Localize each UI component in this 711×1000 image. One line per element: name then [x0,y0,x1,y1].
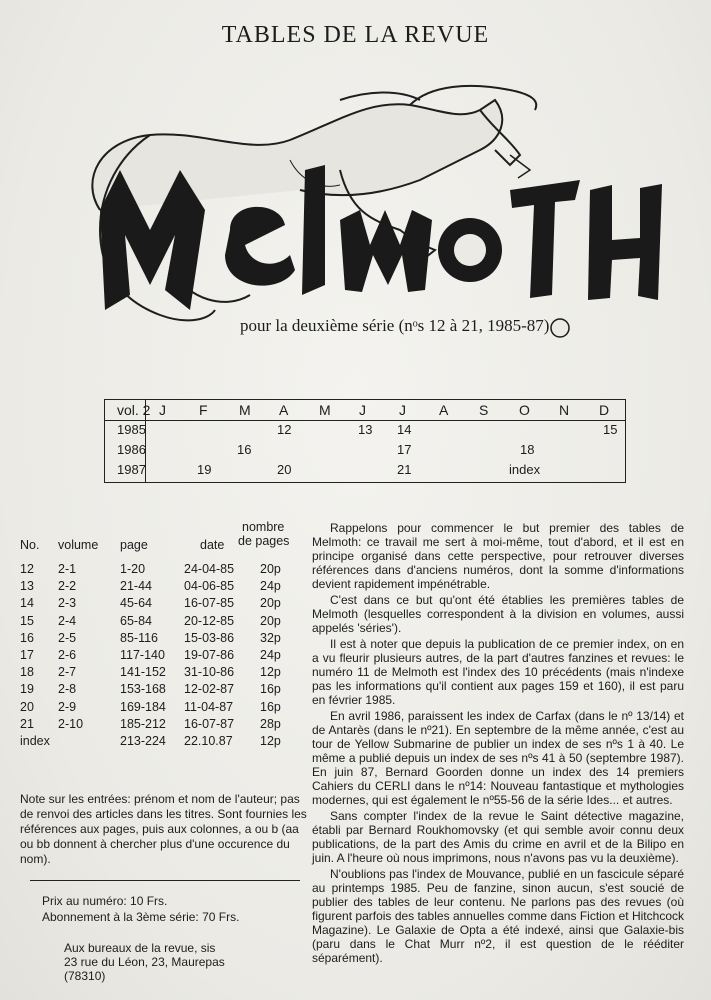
issue-cell-no: 21 [20,716,34,731]
issue-cell-no: 14 [20,596,34,611]
issue-cell-vol: 2-5 [58,630,77,645]
calendar-month: D [599,402,610,418]
issue-row [20,614,320,631]
calendar-month: N [559,402,570,418]
issue-cell-pages: 16p [260,699,281,714]
calendar-header [105,400,625,421]
calendar-month: S [479,402,489,418]
issue-cell-date: 31-10-86 [184,665,235,680]
calendar-month: F [199,402,208,418]
issue-cell-page: 153-168 [120,682,166,697]
issue-row [20,631,320,648]
issue-cell-no: 17 [20,648,34,662]
issue-cell-pages: 20p [260,562,281,576]
body-text [312,521,684,967]
calendar-cell: 20 [277,462,292,477]
paragraph: C'est dans ce but qu'ont été établies les premières tables de Melmoth (lesquelles correspondent à la division en volumes, aussi appelés 'séries'). [312,593,684,635]
column-header: page [120,538,148,552]
column-header: date [200,538,225,552]
issue-cell-page: 213-224 [120,734,166,748]
issue-cell-page: 21-44 [120,579,152,594]
column-header: nombre [242,520,285,534]
issue-cell-vol: 2-6 [58,648,77,662]
calendar-year: 1986 [117,442,146,457]
issue-cell-no: 16 [20,630,34,645]
issue-row [20,562,320,579]
issue-cell-page: 117-140 [120,648,165,662]
issue-cell-date: 20-12-85 [184,613,235,628]
issue-cell-date: 19-07-86 [184,648,235,662]
subscription-line: Abonnement à la 3ème série: 70 Frs. [42,910,240,924]
calendar-cell: 17 [397,442,412,457]
calendar-month: A [439,402,449,418]
issue-row [20,665,320,682]
issue-cell-pages: 20p [260,596,281,611]
issue-cell-vol: 2-2 [58,579,77,594]
entries-note: Note sur les entrées: prénom et nom de l'auteur; pas de renvoi des articles dans les titres. Sont fournies les références aux pages, puis aux colonnes, a ou b (aa ou bb donnent à chercher plus d'une occurence du nom). [20,792,307,866]
calendar-year: 1985 [117,422,146,437]
issue-row [20,717,320,734]
calendar-cell: 15 [603,422,618,437]
calendar-month: A [279,402,289,418]
calendar-cell: 12 [277,422,292,437]
calendar-cell: 18 [520,442,535,457]
address-block [64,941,225,983]
calendar-month: M [319,402,331,418]
issue-cell-page: 169-184 [120,699,166,714]
issue-cell-date: 04-06-85 [184,579,235,594]
issue-cell-page: 185-212 [120,716,166,731]
address-line: Aux bureaux de la revue, sis [64,941,216,955]
issue-cell-date: 22.10.87 [184,734,233,748]
column-header: volume [58,538,99,552]
column-header: de pages [238,534,290,548]
issue-row [20,596,320,613]
calendar-month: J [399,402,406,418]
calendar-cell: 14 [397,422,412,437]
address-line: 23 rue du Léon, 23, Maurepas [64,955,225,969]
issue-cell-page: 141-152 [120,665,166,680]
issue-cell-pages: 24p [260,579,281,594]
column-header: No. [20,538,40,552]
issue-cell-date: 11-04-87 [184,699,234,714]
issue-cell-page: 65-84 [120,613,152,628]
issue-cell-date: 12-02-87 [184,682,235,697]
issue-cell-pages: 28p [260,716,281,731]
issue-cell-no: 12 [20,562,34,576]
issue-row [20,579,320,596]
issue-cell-page: 45-64 [120,596,152,611]
issue-cell-pages: 12p [260,734,281,748]
logo-text: Melmoth [358,315,362,316]
issue-cell-vol: 2-1 [58,562,77,576]
calendar-cell: 21 [397,462,412,477]
issue-calendar [104,399,626,483]
issue-cell-pages: 32p [260,630,281,645]
issue-cell-pages: 16p [260,682,281,697]
calendar-cell: index [509,462,541,477]
page-title: TABLES DE LA REVUE [221,22,490,48]
issue-cell-date: 15-03-86 [184,630,235,645]
issue-cell-vol: 2-8 [58,682,77,697]
issue-cell-date: 16-07-85 [184,596,235,611]
issue-cell-vol: 2-7 [58,665,77,680]
issue-cell-no: 18 [20,665,34,680]
melmoth-logo [40,60,680,350]
address-line: (78310) [64,969,106,983]
issue-cell-vol: 2-3 [58,596,77,611]
issue-row [20,648,320,665]
divider [30,880,300,881]
calendar-month: J [159,402,166,418]
issue-cell-no: index [20,734,50,748]
issue-cell-pages: 20p [260,613,281,628]
issue-cell-vol: 2-4 [58,613,77,628]
paragraph: En avril 1986, paraissent les index de Carfax (dans le nº 13/14) et de Antarès (dans le nº21). En septembre de la même année, c'est au tour de Yellow Submarine de publier un index de ses nºs 1 à 40. Le même a publié depuis un index de ses nºs 41 à 50 (septembre 1987). En juin 87, Bernard Goorden donne un index des 14 premiers Cahiers du CERLI dans le nº14: Nouveau fantastique et mythologies modernes, qui est également le nº55-56 de la série Ides... et autres. [312,709,684,807]
issue-cell-date: 24-04-85 [184,562,235,576]
calendar-header-label: vol. 2 [117,402,151,418]
issue-cell-pages: 12p [260,665,281,680]
calendar-row [105,460,625,480]
issue-cell-no: 20 [20,699,34,714]
calendar-row [105,440,625,460]
paragraph: Sans compter l'index de la revue le Saint détective magazine, établi par Bernard Roukhomovsky (et qui semble avoir connu deux publications, de la part des Amis du crime en avril et de la Bilipo en juin. A l'heure où nous imprimons, nous n'avons pas vu la deuxième). [312,809,684,865]
subtitle: pour la deuxième série (nᵒs 12 à 21, 1985-87) [240,316,550,335]
issue-row [20,682,320,699]
issue-cell-page: 85-116 [120,630,158,645]
issue-cell-vol: 2-9 [58,699,77,714]
calendar-month: O [519,402,530,418]
issue-row [20,734,320,751]
calendar-year: 1987 [117,462,146,477]
price-block [42,893,239,925]
issue-cell-no: 19 [20,682,34,697]
issue-cell-page: 1-20 [120,562,146,576]
calendar-month: J [359,402,366,418]
calendar-month: M [239,402,251,418]
calendar-cell: 16 [237,442,252,457]
issue-cell-no: 13 [20,579,34,594]
issue-cell-vol: 2-10 [58,716,84,731]
calendar-cell: 19 [197,462,212,477]
paragraph: N'oublions pas l'index de Mouvance, publié en un fascicule séparé au printemps 1985. Peu de fanzine, sinon aucun, s'est soucié de publier des tables de leur contenu. Ne parlons pas des revues (où figurent parfois des tables annuelles comme dans Fiction et Hitchcock Magazine). Le Galaxie de Opta a été indexé, ainsi que Galaxie-bis (paru dans le Chat Murr nº2, il est question de le rééditer séparément). [312,867,684,965]
issue-cell-no: 15 [20,613,34,628]
paragraph: Rappelons pour commencer le but premier des tables de Melmoth: ce travail me sert à moi-même, tout d'abord, et il est en principe organisé dans cette perspective, pour retrouver diverses références dans d'anciens numéros, dont la somme d'informations devient rapidement impénétrable. [312,521,684,591]
price-line: Prix au numéro: 10 Frs. [42,894,168,908]
paragraph: Il est à noter que depuis la publication de ce premier index, on en a vu fleurir plusieurs autres, de la part d'autres fanzines et revues: le numéro 11 de Melmoth est l'index des 10 précédents (mais n'indexe pas les informations qu'il contient aux pages 159 et 160), il est paru en février 1985. [312,637,684,707]
calendar-row [105,420,625,440]
issue-row [20,700,320,717]
calendar-cell: 13 [358,422,373,437]
issue-cell-pages: 24p [260,648,281,662]
issue-cell-date: 16-07-87 [184,716,235,731]
